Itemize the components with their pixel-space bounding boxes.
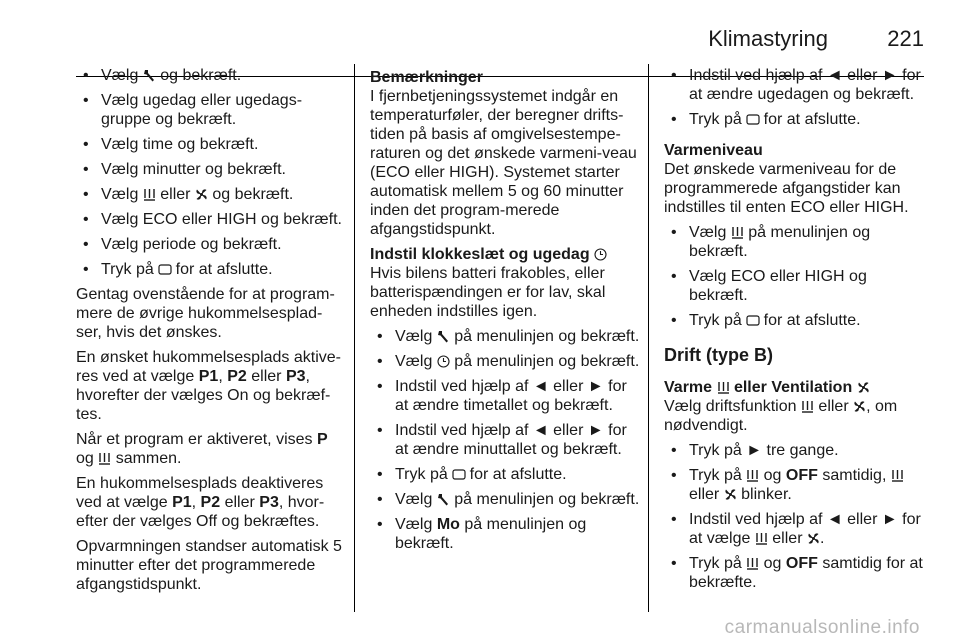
list-item: • Indstil ved hjælp af ◄ eller ► for at vælge eller . <box>664 510 926 548</box>
heat-icon <box>755 532 768 545</box>
list-item: • Vælg ECO eller HIGH og bekræft. <box>76 210 346 229</box>
left-arrow-icon: ◄ <box>532 378 549 395</box>
right-arrow-icon: ► <box>587 378 604 395</box>
fan-icon <box>724 488 737 501</box>
heat-icon <box>143 188 156 201</box>
note-heading: Bemærkninger <box>370 69 483 86</box>
fan-icon <box>853 400 866 413</box>
paragraph: En ønsket hukommelsesplads aktive-res ved at vælge P1, P2 eller P3, hvorefter der vælges On og bekræf-tes. <box>76 349 341 423</box>
wrench-icon <box>437 493 450 506</box>
column-3 <box>664 66 926 598</box>
heat-icon <box>801 400 814 413</box>
right-arrow-icon: ► <box>587 422 604 439</box>
section-heading: Drift (type B) <box>664 345 773 365</box>
list-item: • Tryk på for at afslutte. <box>76 260 346 279</box>
list-item: • Indstil ved hjælp af ◄ eller ► for at ændre ugedagen og bekræft. <box>664 66 926 104</box>
paragraph: Vælg driftsfunktion eller , om nødvendigt. <box>664 398 898 434</box>
clock-icon <box>437 355 450 368</box>
list-item: • Tryk på og OFF samtidig for at bekræfte. <box>664 554 926 592</box>
list-item: • Vælg time og bekræft. <box>76 135 346 154</box>
list-item: • Vælg på menulinjen og bekræft. <box>370 352 640 371</box>
page-number: 221 <box>887 26 924 51</box>
fan-icon <box>857 381 870 394</box>
list-item: • Vælg på menulinjen og bekræft. <box>370 490 640 509</box>
paragraph: Opvarmningen standser automatisk 5 minutter efter det programmerede afgangstidspunkt. <box>76 538 342 593</box>
bullet-list <box>664 441 926 592</box>
list-item: • Tryk på ► tre gange. <box>664 441 926 460</box>
note-text: I fjernbetjeningssystemet indgår en temperaturføler, der beregner drifts-tiden på basis af omgivelsestempe-raturen og det ønskede varmeni-veau (ECO eller HIGH). Systemet starter automatisk mellem 5 og 60 minutter inden det program-merede afgangstidspunkt. <box>370 88 637 238</box>
display-icon <box>158 263 171 276</box>
sub-heading: Varme eller Ventilation <box>664 378 926 397</box>
heat-icon <box>746 557 759 570</box>
right-arrow-icon: ► <box>881 67 898 84</box>
list-item: • Vælg minutter og bekræft. <box>76 160 346 179</box>
heat-icon <box>746 469 759 482</box>
paragraph: Gentag ovenstående for at program-mere de øvrige hukommelsesplad-ser, hvis det ønskes. <box>76 286 335 341</box>
column-divider <box>354 64 355 612</box>
list-item: • Vælg på menulinjen og bekræft. <box>370 327 640 346</box>
left-arrow-icon: ◄ <box>826 511 843 528</box>
list-item: • Vælg periode og bekræft. <box>76 235 346 254</box>
right-arrow-icon: ► <box>746 442 763 459</box>
list-item: • Tryk på for at afslutte. <box>370 465 640 484</box>
list-item: • Vælg og bekræft. <box>76 66 346 85</box>
list-item: • Tryk på for at afslutte. <box>664 311 926 330</box>
display-icon <box>746 314 759 327</box>
list-item: • Vælg ECO eller HIGH og bekræft. <box>664 267 926 305</box>
heat-icon <box>98 452 111 465</box>
clock-icon <box>594 248 607 261</box>
left-arrow-icon: ◄ <box>532 422 549 439</box>
heat-icon <box>717 381 730 394</box>
column-2 <box>370 66 640 559</box>
fan-icon <box>195 188 208 201</box>
list-item: • Vælg eller og bekræft. <box>76 185 346 204</box>
list-item: • Vælg på menulinjen og bekræft. <box>664 223 926 261</box>
fan-icon <box>807 532 820 545</box>
section-title: Klimastyring <box>708 26 828 51</box>
right-arrow-icon: ► <box>881 511 898 528</box>
paragraph: Det ønskede varmeniveau for de programmerede afgangstider kan indstilles til enten ECO eller HIGH. <box>664 161 909 216</box>
section-heading: Indstil klokkeslæt og ugedag <box>370 245 640 264</box>
list-item: • Vælg ugedag eller ugedags-gruppe og bekræft. <box>76 91 346 129</box>
bullet-list <box>76 66 346 279</box>
paragraph: En hukommelsesplads deaktiveres ved at vælge P1, P2 eller P3, hvor-efter der vælges Off og bekræftes. <box>76 475 325 530</box>
display-icon <box>452 468 465 481</box>
list-item: • Indstil ved hjælp af ◄ eller ► for at ændre timetallet og bekræft. <box>370 377 640 415</box>
list-item: • Vælg Mo på menulinjen og bekræft. <box>370 515 640 553</box>
bullet-list <box>664 223 926 330</box>
page-header <box>0 26 960 52</box>
list-item: • Indstil ved hjælp af ◄ eller ► for at ændre minuttallet og bekræft. <box>370 421 640 459</box>
heat-icon <box>731 226 744 239</box>
left-arrow-icon: ◄ <box>826 67 843 84</box>
column-divider <box>648 64 649 612</box>
bullet-list <box>370 327 640 553</box>
watermark: carmanualsonline.info <box>724 617 920 638</box>
page-footer <box>0 616 960 642</box>
section-heading: Varmeniveau <box>664 142 763 159</box>
paragraph: Hvis bilens batteri frakobles, eller batterispændingen er for lav, skal enheden indstilles igen. <box>370 265 606 320</box>
display-icon <box>746 113 759 126</box>
column-1 <box>76 66 346 600</box>
heat-icon <box>891 469 904 482</box>
wrench-icon <box>143 69 156 82</box>
bullet-list <box>664 66 926 129</box>
paragraph: Når et program er aktiveret, vises P og sammen. <box>76 431 328 467</box>
list-item: • Tryk på for at afslutte. <box>664 110 926 129</box>
wrench-icon <box>437 330 450 343</box>
list-item: • Tryk på og OFF samtidig, eller blinker. <box>664 466 926 504</box>
